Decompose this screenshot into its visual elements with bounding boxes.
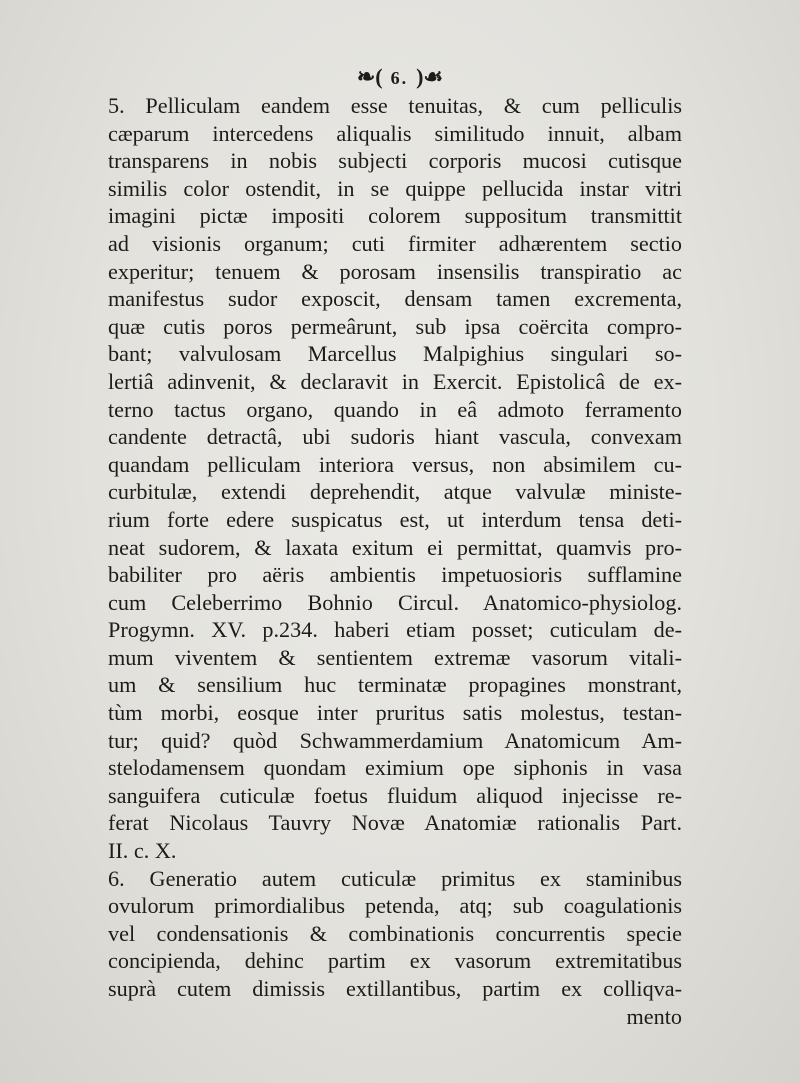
text-line: quandam pelliculam interiora versus, non absimilem cu- (108, 451, 682, 477)
text-line: terno tactus organo, quando in eâ admoto ferramento (108, 396, 682, 422)
catchword: mento (626, 1003, 682, 1029)
text-line: cum Celeberrimo Bohnio Circul. Anatomico-physiolog. (108, 589, 682, 615)
text-line: ovulorum primordialibus petenda, atq; sub coagulationis (108, 893, 682, 919)
text-line: 5. Pelliculam eandem esse tenuitas, & cum pelliculis (108, 93, 682, 118)
text-line: sanguifera cuticulæ foetus fluidum aliquod injecisse re- (108, 782, 682, 808)
text-line: cæparum intercedens aliqualis similitudo innuit, albam (108, 120, 682, 146)
text-line: imagini pictæ impositi colorem suppositum transmittit (108, 203, 682, 229)
text-line: candente detractâ, ubi sudoris hiant vascula, convexam (108, 424, 682, 450)
text-line: II. c. X. (108, 838, 177, 864)
text-line: 6. Generatio autem cuticulæ primitus ex staminibus (108, 865, 682, 891)
text-line: curbitulæ, extendi deprehendit, atque valvulæ ministe- (108, 479, 682, 505)
text-line: experitur; tenuem & porosam insensilis transpiratio ac (108, 258, 682, 284)
left-ornament: ❧( (356, 64, 383, 89)
page-header (0, 64, 800, 91)
text-line: concipienda, dehinc partim ex vasorum extremitatibus (108, 948, 682, 974)
text-line: quæ cutis poros permeârunt, sub ipsa coërcita compro- (108, 313, 682, 339)
text-line: suprà cutem dimissis extillantibus, partim ex colliqva- (108, 976, 682, 1001)
text-line: Progymn. XV. p.234. haberi etiam posset; cuticulam de- (108, 617, 682, 643)
text-line: um & sensilium huc terminatæ propagines monstrant, (108, 672, 682, 698)
text-line: mum viventem & sentientem extremæ vasorum vitali- (108, 644, 682, 670)
body-text (108, 92, 682, 1030)
text-line: similis color ostendit, in se quippe pellucida instar vitri (108, 175, 682, 201)
text-line: vel condensationis & combinationis concurrentis specie (108, 920, 682, 946)
text-line: neat sudorem, & laxata exitum ei permittat, quamvis pro- (108, 534, 682, 560)
text-line: lertiâ adinvenit, & declaravit in Exercit. Epistolicâ de ex- (108, 368, 682, 394)
text-line: tùm morbi, eosque inter pruritus satis molestus, testan- (108, 700, 682, 726)
text-line: babiliter pro aëris ambientis impetuosioris sufflamine (108, 562, 682, 588)
text-line: tur; quid? quòd Schwammerdamium Anatomicum Am- (108, 727, 682, 753)
text-line: rium forte edere suspicatus est, ut interdum tensa deti- (108, 506, 682, 532)
text-line: bant; valvulosam Marcellus Malpighius singulari so- (108, 341, 682, 367)
text-line: transparens in nobis subjecti corporis mucosi cutisque (108, 148, 682, 174)
text-line: ferat Nicolaus Tauvry Novæ Anatomiæ rationalis Part. (108, 810, 682, 836)
text-line: stelodamensem quondam eximium ope siphonis in vasa (108, 755, 682, 781)
text-line: ad visionis organum; cuti firmiter adhærentem sectio (108, 230, 682, 256)
text-line: manifestus sudor exposcit, densam tamen excrementa, (108, 286, 682, 312)
right-ornament: )☙ (416, 64, 444, 89)
page-number: 6. (390, 68, 409, 88)
